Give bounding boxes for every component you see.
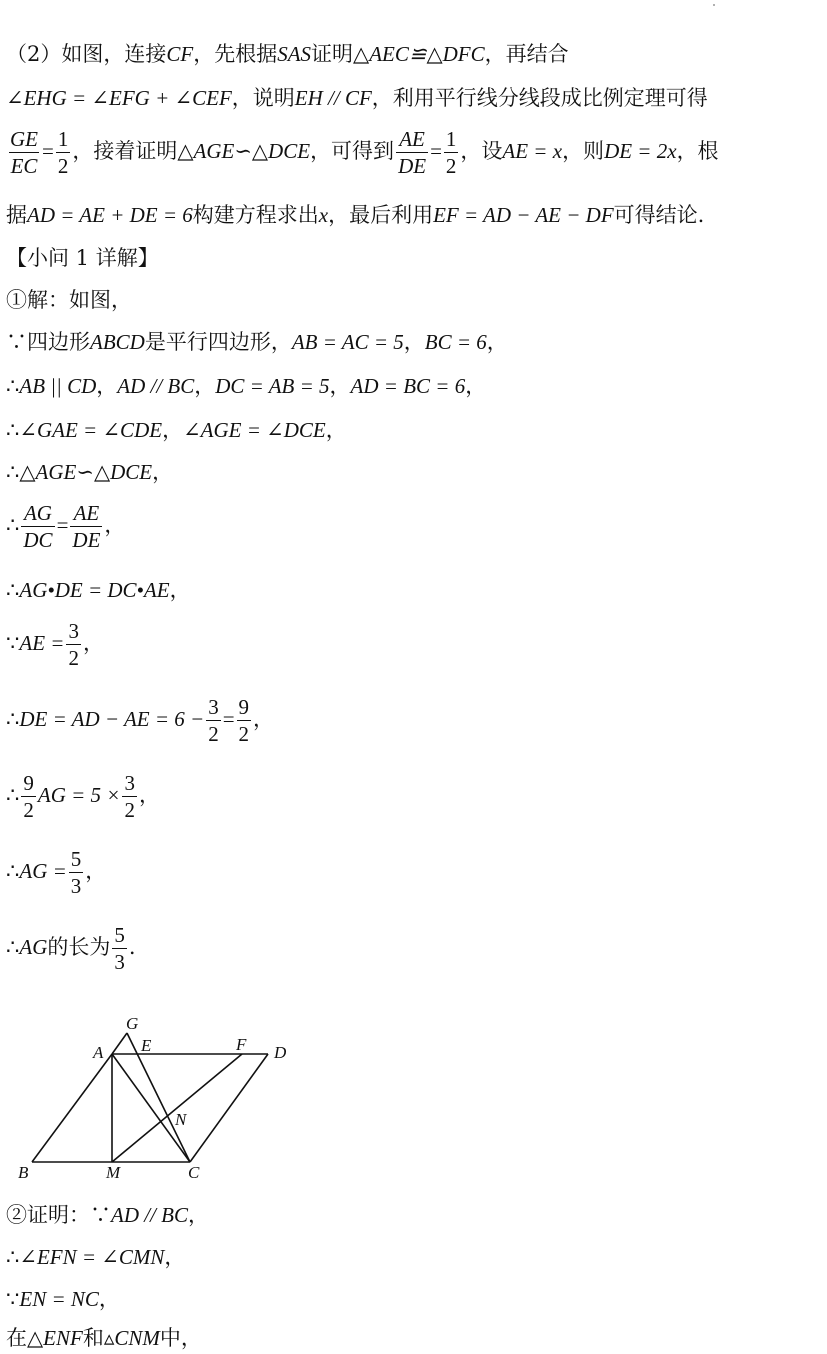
math: = <box>56 513 69 538</box>
text: ∴ <box>6 460 20 484</box>
text: ， <box>169 578 191 602</box>
text: ， <box>98 1287 120 1311</box>
text: 构建方程求出 <box>192 203 319 227</box>
math: BC = 6 <box>424 330 487 354</box>
math: AB || CD <box>19 374 97 398</box>
text-line-12 <box>6 578 821 603</box>
math: AD // BC <box>117 374 195 398</box>
label-F: F <box>236 1035 247 1054</box>
math: AE = <box>19 631 65 656</box>
text-line-16 <box>6 848 821 897</box>
math: = <box>42 139 54 164</box>
text: ， <box>329 374 351 398</box>
math: EH // CF <box>294 86 372 110</box>
label-N: N <box>175 1110 187 1129</box>
math: △ENF <box>27 1326 83 1350</box>
text: 可得结论. <box>613 203 705 227</box>
math: AE = x <box>502 139 563 164</box>
segment-AG <box>112 1033 127 1054</box>
text: ， <box>96 374 118 398</box>
text: ， <box>194 374 216 398</box>
segment-CD <box>190 1054 268 1162</box>
fraction: $\frac{3}{2}$ <box>208 695 219 747</box>
text-line-13 <box>6 620 821 669</box>
label-B: B <box>18 1163 29 1182</box>
segment-AC <box>112 1054 190 1162</box>
text: ， <box>138 783 160 808</box>
text: 是平行四边形， <box>144 330 292 354</box>
text: ， <box>104 513 126 538</box>
math: = <box>430 139 442 164</box>
segment-AB <box>32 1054 112 1162</box>
text-line-4 <box>6 203 821 228</box>
math: AB = AC = 5 <box>291 330 404 354</box>
math: = <box>222 707 235 732</box>
text: ∴ <box>6 859 20 884</box>
text-line-8 <box>6 374 821 399</box>
text: （2）如图，连接 <box>6 42 167 66</box>
label-A: A <box>93 1043 104 1062</box>
text: ∴ <box>6 783 20 808</box>
fraction: $\frac{5}{3}$ <box>70 847 82 899</box>
text: ， <box>253 707 275 732</box>
math: CF <box>166 42 194 66</box>
text: 和 <box>82 1326 104 1350</box>
text: 据 <box>6 203 27 227</box>
text: ， <box>403 330 425 354</box>
text: ， <box>162 418 184 442</box>
text-line-3 <box>6 128 821 177</box>
text: . <box>128 935 136 960</box>
math: AD = AE + DE = 6 <box>27 203 193 227</box>
math: DE = 2x <box>604 139 677 164</box>
text: ，先根据 <box>193 42 278 66</box>
text: ，可得到 <box>310 139 395 164</box>
text: ， <box>188 1203 209 1227</box>
math: △AGE∽△DCE <box>177 139 311 164</box>
fraction: $\frac{GE}{EC}$ <box>10 127 38 179</box>
segment-MF <box>112 1054 242 1162</box>
math: ∠AGE = ∠DCE <box>183 418 326 442</box>
text-line-1 <box>6 42 821 67</box>
label-D: D <box>274 1043 287 1062</box>
text-line-2 <box>6 86 821 111</box>
text: ∴ <box>6 935 20 960</box>
geometry-figure <box>0 1000 320 1190</box>
math: △AEC≌△DFC <box>353 42 485 66</box>
text: ∴ <box>6 1245 20 1269</box>
label-M: M <box>106 1163 121 1182</box>
text-line-18 <box>6 1203 821 1228</box>
fraction: $\frac{AG}{DC}$ <box>23 501 53 553</box>
text: 在 <box>6 1326 27 1350</box>
text-line-6 <box>6 288 821 313</box>
math: DE = AD − AE = 6 − <box>19 707 205 732</box>
math: AG = 5 × <box>37 783 121 808</box>
label-C: C <box>188 1163 200 1182</box>
text: ，再结合 <box>484 42 569 66</box>
fraction: $\frac{1}{2}$ <box>445 127 457 179</box>
math: ABCD <box>90 330 145 354</box>
fraction: $\frac{AE}{DE}$ <box>72 501 101 553</box>
text: ∴ <box>6 418 20 442</box>
math: ∠EHG = ∠EFG + ∠CEF <box>6 86 232 110</box>
text: ， <box>164 1245 186 1269</box>
text: ，根 <box>676 139 719 164</box>
math: AD = BC = 6 <box>350 374 466 398</box>
text-line-15 <box>6 772 821 821</box>
text: ， <box>82 631 104 656</box>
fraction: $\frac{9}{2}$ <box>238 695 250 747</box>
text-line-11 <box>6 502 821 551</box>
fraction: $\frac{5}{3}$ <box>114 923 125 975</box>
math: x <box>318 203 329 227</box>
text: ，接着证明 <box>72 139 178 164</box>
math: ∠GAE = ∠CDE <box>19 418 163 442</box>
text: ， <box>85 859 107 884</box>
fraction: $\frac{AE}{DE}$ <box>398 127 427 179</box>
text: ∴ <box>6 513 20 538</box>
text: ∵ <box>6 1287 20 1311</box>
label-E: E <box>141 1036 152 1055</box>
text-line-20 <box>6 1287 821 1312</box>
text: 【小问 1 详解】 <box>6 246 159 270</box>
math: ▵CNM <box>103 1326 160 1350</box>
fraction: $\frac{3}{2}$ <box>68 619 79 671</box>
text: ①解：如图， <box>6 288 132 312</box>
math: EF = AD − AE − DF <box>433 203 614 227</box>
math: AD // BC <box>111 1203 188 1227</box>
text-line-21 <box>6 1326 821 1351</box>
text: ，利用平行线分线段成比例定理可得 <box>371 86 708 110</box>
text: ∵ <box>6 631 20 656</box>
text-line-10 <box>6 460 821 485</box>
text: ∴ <box>6 374 20 398</box>
math: ∠EFN = ∠CMN <box>19 1245 165 1269</box>
text: ， <box>152 460 174 484</box>
text: ， <box>325 418 347 442</box>
math: AG•DE = DC•AE <box>19 578 170 602</box>
math: EN = NC <box>19 1287 99 1311</box>
text: ，则 <box>562 139 605 164</box>
text: ， <box>465 374 487 398</box>
text-line-14 <box>6 696 821 745</box>
text: ∵四边形 <box>6 330 90 354</box>
section-heading <box>6 246 821 271</box>
text: 中， <box>159 1326 202 1350</box>
text-line-19 <box>6 1245 821 1270</box>
text: ②证明：∵ <box>6 1203 111 1227</box>
text: 的长为 <box>47 935 111 960</box>
text: ， <box>486 330 508 354</box>
text: ∴ <box>6 707 20 732</box>
math: AG <box>19 935 48 960</box>
fraction: $\frac{9}{2}$ <box>23 771 34 823</box>
text-line-7 <box>6 330 821 355</box>
text: 证明 <box>311 42 354 66</box>
text-line-9 <box>6 418 821 443</box>
text-line-17 <box>6 924 821 973</box>
math: DC = AB = 5 <box>215 374 330 398</box>
text: ，说明 <box>231 86 295 110</box>
math: SAS <box>277 42 312 66</box>
fraction: $\frac{1}{2}$ <box>57 127 69 179</box>
text: ，设 <box>460 139 503 164</box>
scan-speck <box>713 4 715 6</box>
fraction: $\frac{3}{2}$ <box>124 771 135 823</box>
label-G: G <box>126 1014 139 1033</box>
math: △AGE∽△DCE <box>19 460 153 484</box>
math: AG = <box>19 859 67 884</box>
text: ∴ <box>6 578 20 602</box>
text: ，最后利用 <box>328 203 434 227</box>
